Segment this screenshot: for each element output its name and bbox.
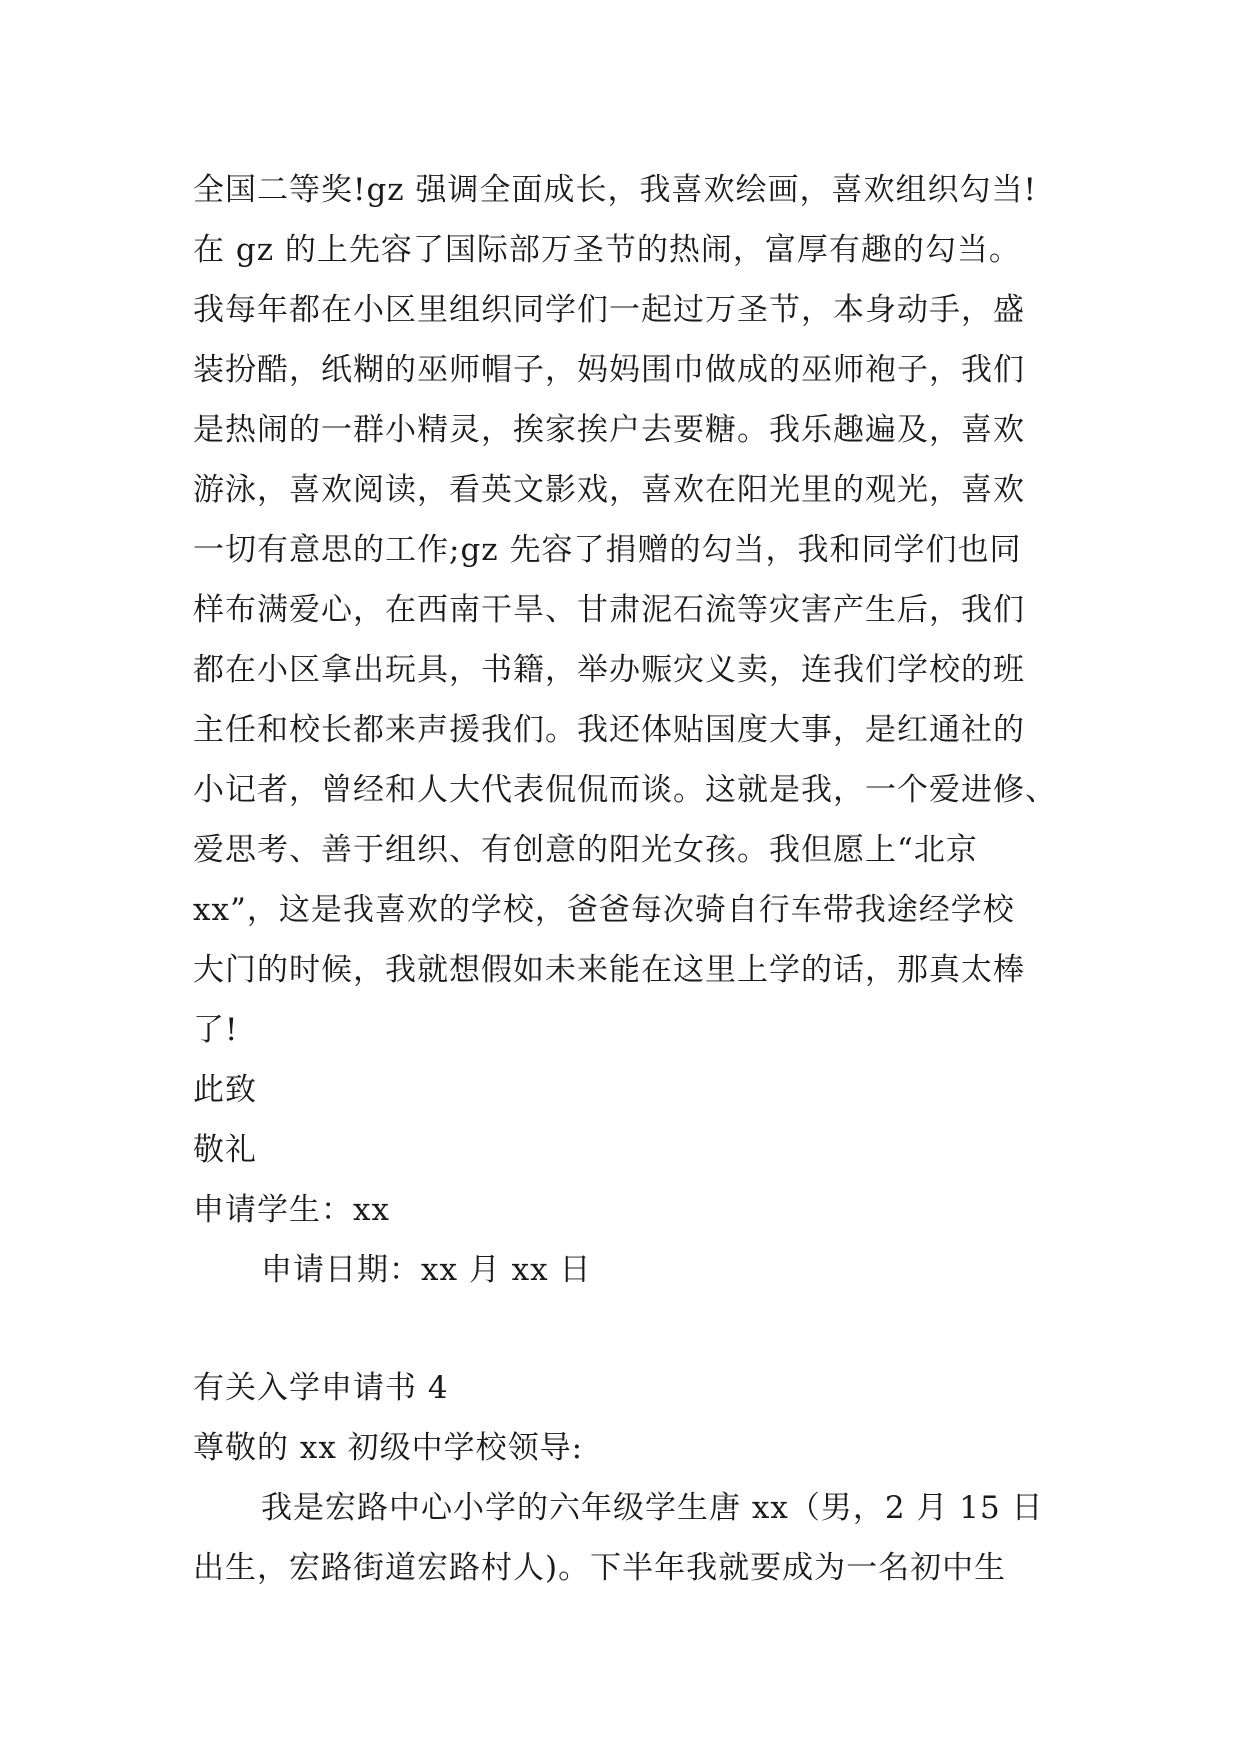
body-line: 了! xyxy=(193,1012,239,1048)
document-page xyxy=(193,160,1057,1598)
addressee: 尊敬的 xx 初级中学校领导: xyxy=(193,1430,584,1466)
applicant-signature: 申请学生：xx xyxy=(193,1192,390,1228)
body-line: 主任和校长都来声援我们。我还体贴国度大事，是红通社的 xyxy=(193,712,1025,748)
body-line: 全国二等奖!gz 强调全面成长，我喜欢绘画，喜欢组织勾当! xyxy=(193,172,1037,208)
salutation-text: 敬礼 xyxy=(193,1132,257,1168)
closing-text: 此致 xyxy=(193,1072,257,1108)
body-line: 爱思考、善于组织、有创意的阳光女孩。我但愿上“北京 xyxy=(193,832,978,868)
body-line: 我每年都在小区里组织同学们一起过万圣节，本身动手，盛 xyxy=(193,292,1025,328)
body-line: 都在小区拿出玩具，书籍，举办赈灾义卖，连我们学校的班 xyxy=(193,652,1025,688)
section-spacer xyxy=(193,1300,1053,1358)
paragraph-line: 我是宏路中心小学的六年级学生唐 xx（男，2 月 15 日 xyxy=(261,1490,1044,1526)
body-line: 游泳，喜欢阅读，看英文影戏，喜欢在阳光里的观光，喜欢 xyxy=(193,472,1025,508)
body-line: 是热闹的一群小精灵，挨家挨户去要糖。我乐趣遍及，喜欢 xyxy=(193,412,1025,448)
paragraph-line: 出生，宏路街道宏路村人)。下半年我就要成为一名初中生 xyxy=(193,1550,1007,1586)
body-line: 在 gz 的上先容了国际部万圣节的热闹，富厚有趣的勾当。 xyxy=(193,232,1021,268)
body-line: 样布满爱心，在西南干旱、甘肃泥石流等灾害产生后，我们 xyxy=(193,592,1025,628)
body-line: 一切有意思的工作;gz 先容了捐赠的勾当，我和同学们也同 xyxy=(193,532,1022,568)
application-date: 申请日期：xx 月 xx 日 xyxy=(261,1252,592,1288)
body-line: 大门的时候，我就想假如未来能在这里上学的话，那真太棒 xyxy=(193,952,1025,988)
body-line: 小记者，曾经和人大代表侃侃而谈。这就是我，一个爱进修、 xyxy=(193,772,1057,808)
section-title: 有关入学申请书 4 xyxy=(193,1370,449,1406)
body-line: xx”，这是我喜欢的学校，爸爸每次骑自行车带我途经学校 xyxy=(193,892,1015,928)
body-line: 装扮酷，纸糊的巫师帽子，妈妈围巾做成的巫师袍子，我们 xyxy=(193,352,1025,388)
